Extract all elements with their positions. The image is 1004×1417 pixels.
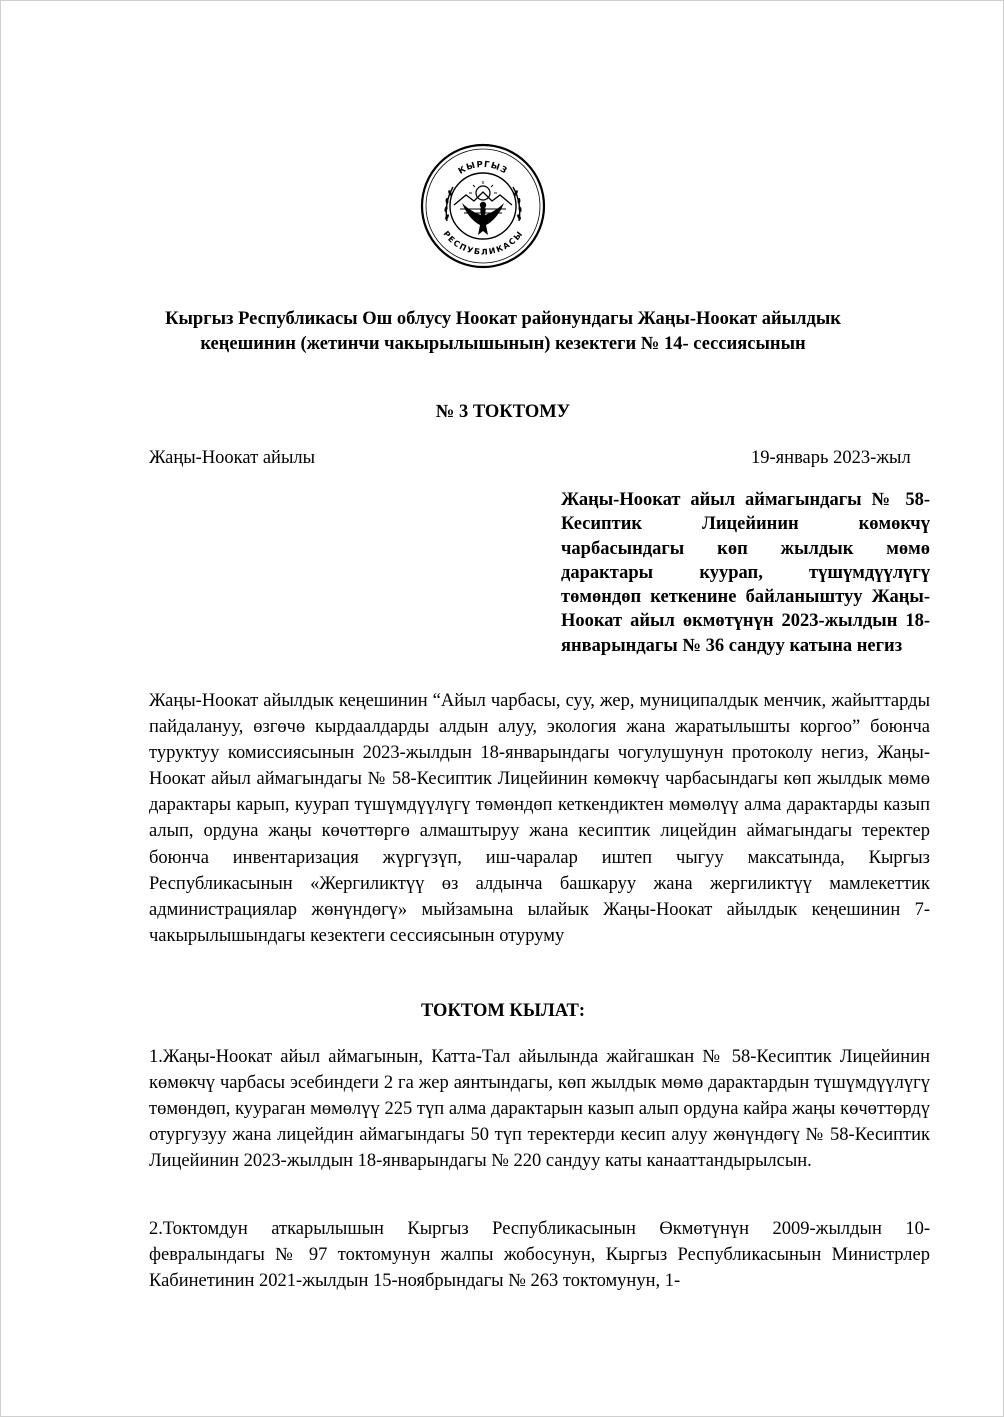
decides-heading: ТОКТОМ КЫЛАТ: <box>420 1001 586 1021</box>
header-line-2: кеңешинин (жетинчи чакырылышынын) кезектеги № 14- сессиясынын <box>200 334 806 354</box>
place-name: Жаңы-Ноокат айылы <box>149 448 316 468</box>
svg-text:КЫРГЫЗ <box>457 160 509 177</box>
state-emblem-icon <box>420 143 546 269</box>
emblem-text-bottom: РЕСПУБЛИКАСЫ <box>441 229 525 257</box>
svg-text:РЕСПУБЛИКАСЫ <box>441 229 524 256</box>
document-date: 19-январь 2023-жыл <box>751 448 911 468</box>
decree-title: № 3 ТОКТОМУ <box>435 402 571 422</box>
decision-item-2: 2.Токтомдун аткарылышын Кыргыз Республикасынын Өкмөтүнүн 2009-жылдын 10-февралындагы № 97 токтомунун жалпы жобосунун, Кыргыз Республикасынын Министрлер Кабинетинин 2021-жылдын 15-ноябрындагы № 263 токтомунун, 1- <box>149 1219 930 1292</box>
preamble-paragraph: Жаңы-Ноокат айылдык кеңешинин “Айыл чарбасы, суу, жер, муниципалдык менчик, жайыттарды пайдалануу, өзгөчө кырдаалдарды алдын алуу, экология жана жаратылышты коргоо” боюнча туруктуу комиссиясынын 2023-жылдын 18-январындагы чогулушунун протоколу негиз, Жаңы-Ноокат айыл аймагындагы № 58-Кесиптик Лицейинин көмөкчү чарбасындагы көп жылдык мөмө дарактары карып, куурап түшүмдүүлүгү төмөндөп кеткендиктен мөмөлүү алма дарактарды казып алып, ордуна жаңы көчөттөргө алмаштыруу жана кесиптик лицейдин аймагындагы теректер боюнча инвентаризация жүргүзүп, иш-чаралар иштеп чыгуу максатында, Кыргыз Республикасынын «Жергиликтүү өз алдынча башкаруу жана жергиликтүү мамлекеттик администрациялар жөнүндөгү» мыйзамына ылайык Жаңы-Ноокат айылдык кеңешинин 7-чакырылышындагы кезектеги сессиясынын отуруму <box>149 691 930 946</box>
header-line-1: Кыргыз Республикасы Ош облусу Ноокат районундагы Жаңы-Ноокат айылдык <box>165 309 841 329</box>
emblem-text-top: КЫРГЫЗ <box>456 159 510 177</box>
decision-item-1: 1.Жаңы-Ноокат айыл аймагынын, Катта-Тал айылында жайгашкан № 58-Кесиптик Лицейинин көмөкчү чарбасы эсебиндеги 2 га жер аянтындагы, көп жылдык мөмө дарактардын түшүмдүүлүгү төмөндөп, куураган мөмөлүү 225 түп алма дарактарын казып алып ордуна кайра жаңы көчөттөрдү отургузуу жана лицейдин аймагындагы 50 түп теректерди кесип алуу жөнүндөгү № 58-Кесиптик Лицейинин 2023-жылдын 18-январындагы № 220 сандуу каты канааттандырылсын. <box>149 1047 930 1172</box>
document-header <box>111 307 895 357</box>
decree-subject: Жаңы-Ноокат айыл аймагындагы № 58-Кесиптик Лицейинин көмөкчү чарбасындагы көп жылдык мөмө дарактары куурап, түшүмдүүлүгү төмөндөп кеткенине байланыштуу Жаңы-Ноокат айыл өкмөтүнүн 2023-жылдын 18-январындагы № 36 сандуу катына негиз <box>561 490 930 656</box>
